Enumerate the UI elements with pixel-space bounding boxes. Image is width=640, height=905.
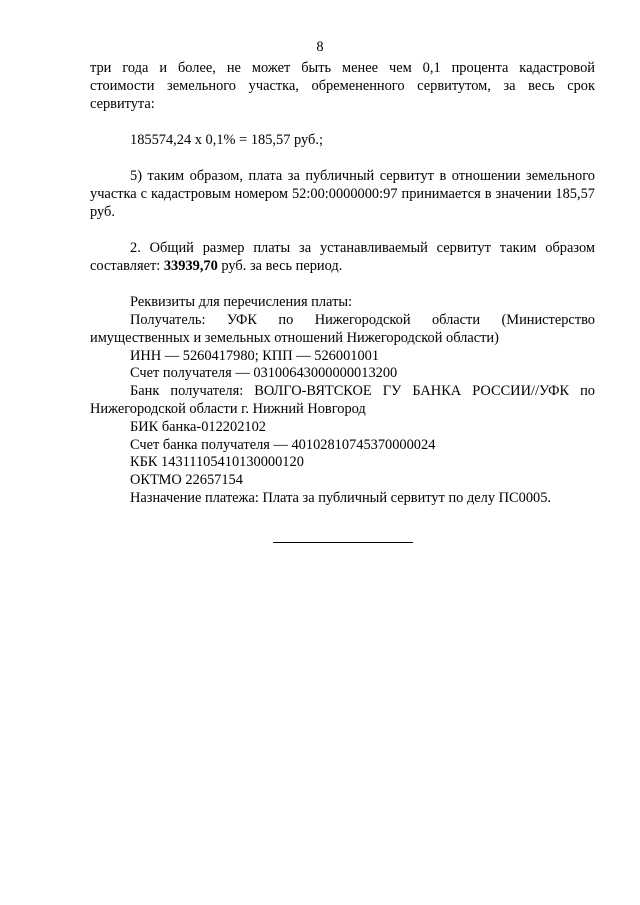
total-text-before: 2. Общий размер платы за устанавливаемый сервитут таким образом составляет: [90, 240, 595, 274]
paragraph-continuation-3 [90, 96, 595, 114]
para1-line1: три года и более, не может быть менее чем 0,1 процента кадастровой [90, 60, 595, 76]
paragraph-total [90, 240, 595, 276]
document-body [90, 60, 595, 508]
divider-line [273, 542, 413, 543]
requisites-kbk: КБК 14311105410130000120 [130, 454, 304, 471]
requisites-oktmo: ОКТМО 22657154 [130, 472, 243, 489]
requisites-inn-kpp: ИНН — 5260417980; КПП — 526001001 [130, 347, 380, 364]
requisites-bank: Банк получателя: ВОЛГО-ВЯТСКОЕ ГУ БАНКА РОССИИ//УФК по Нижегородской области г. Нижний Новгород [90, 383, 595, 417]
requisites-recipient: Получатель: УФК по Нижегородской области (Министерство имущественных и земельных отношений Нижегородской области) [90, 311, 595, 346]
paragraph-continuation [90, 60, 595, 78]
formula-line: 185574,24 х 0,1% = 185,57 руб.; [130, 131, 323, 148]
paragraph-5: 5) таким образом, плата за публичный сервитут в отношении земельного участка с кадастровым номером 52:00:0000000:97 принимается в значении 185,57 руб. [90, 168, 595, 220]
para1-line2: стоимости земельного участка, обремененного сервитутом, за весь срок [90, 77, 595, 94]
requisites-title: Реквизиты для перечисления платы: [130, 294, 353, 311]
paragraph-continuation-2 [90, 78, 595, 96]
total-amount: 33939,70 [163, 257, 218, 274]
page-number: 8 [316, 39, 324, 55]
total-text-after: руб. за весь период. [217, 257, 343, 274]
requisites-bik: БИК банка-012202102 [130, 418, 266, 435]
para1-line3: сервитута: [90, 95, 155, 112]
requisites-account: Счет получателя — 03100643000000013200 [130, 365, 398, 382]
requisites-purpose: Назначение платежа: Плата за публичный сервитут по делу ПС0005. [130, 489, 552, 506]
requisites-bank-account: Счет банка получателя — 40102810745370000024 [130, 436, 436, 453]
